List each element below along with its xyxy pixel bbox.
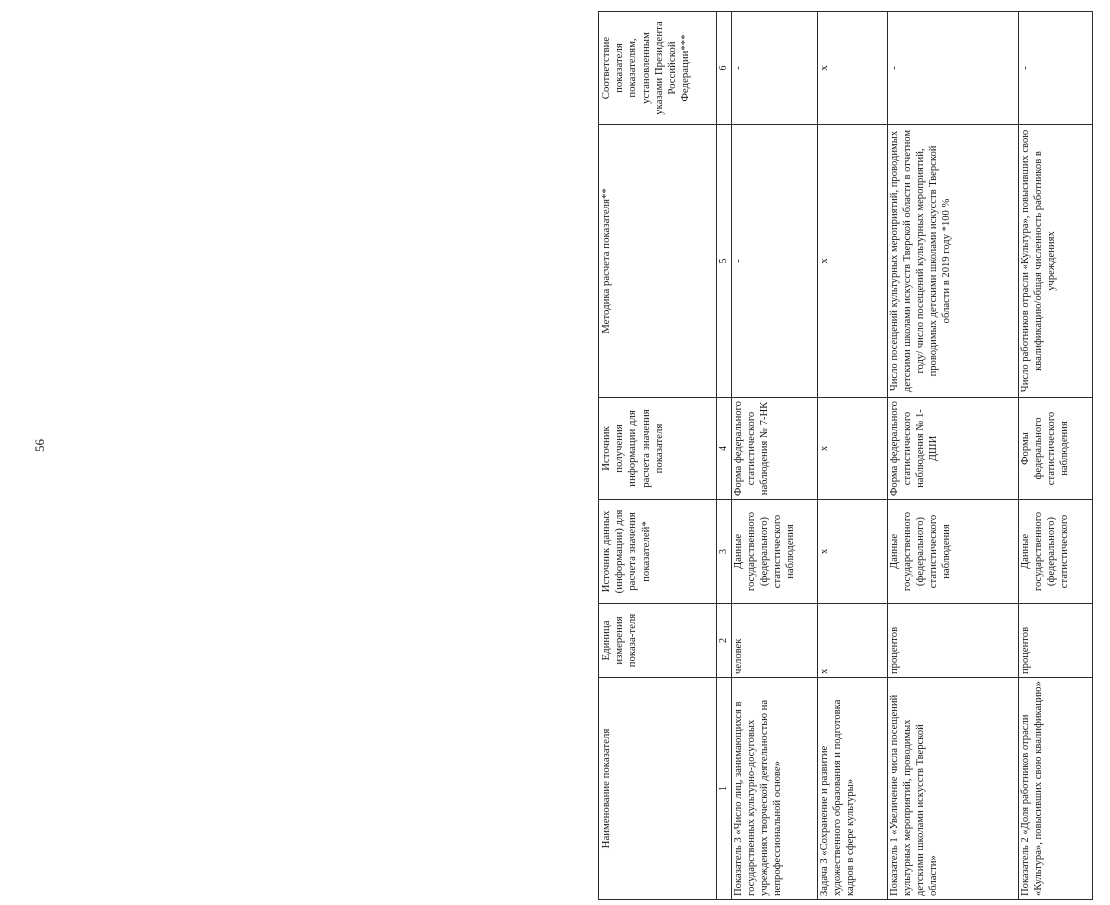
indicators-table: [598, 11, 1093, 900]
indicator-unit: процентов: [1019, 604, 1093, 678]
task-unit: x: [818, 604, 888, 678]
indicator-method: Число работников отрасли «Культура», повысивших свою квалификацию/общая численность работников в учреждениях: [1019, 125, 1093, 398]
column-number: 6: [717, 12, 732, 125]
table-header-row: [599, 12, 717, 900]
indicator-compliance: -: [732, 12, 818, 125]
indicator-name: Показатель 3 «Число лиц, занимающихся в государственных культурно-досуговых учреждениях творческой деятельностью на непрофессиональной основе»: [732, 678, 818, 900]
indicator-data-source: Данные государственного (федерального) статистического: [1019, 500, 1093, 604]
indicator-compliance: -: [888, 12, 1019, 125]
task-name: Задача 3 «Сохранение и развитие художественного образования и подготовка кадров в сфере культуры»: [818, 678, 888, 900]
rotated-page-content: [598, 0, 1110, 900]
indicator-name: Показатель 1 «Увеличение числа посещений культурных мероприятий, проводимых детскими школами искусств Тверской области»: [888, 678, 1019, 900]
header-name: Наименование показателя: [599, 678, 717, 900]
column-number: 3: [717, 500, 732, 604]
indicator-data-source: Данные государственного (федерального) статистического наблюдения: [732, 500, 818, 604]
header-unit: Единица измерения показа-теля: [599, 604, 717, 678]
column-number: 2: [717, 604, 732, 678]
table-row: [888, 12, 1019, 900]
column-number: 4: [717, 398, 732, 500]
column-number: 5: [717, 125, 732, 398]
task-method: x: [818, 125, 888, 398]
indicator-method: Число посещений культурных мероприятий, проводимых детскими школами искусств Тверской области в отчетном году/ число посещений культурных мероприятий, проводимых детскими школами искусств Тверской области в 2019 году *100 %: [888, 125, 1019, 398]
indicator-info-source: Формы федерального статистического наблюдения: [1019, 398, 1093, 500]
task-info-source: x: [818, 398, 888, 500]
indicator-name: Показатель 2 «Доля работников отрасли «Культура», повысивших свою квалификацию»: [1019, 678, 1093, 900]
column-number: 1: [717, 678, 732, 900]
table-row: [1019, 12, 1093, 900]
page-number: 56: [32, 439, 47, 452]
task-data-source: x: [818, 500, 888, 604]
header-info-source: Источник получения информации для расчета значения показателя: [599, 398, 717, 500]
indicator-compliance: -: [1019, 12, 1093, 125]
indicator-data-source: Данные государственного (федерального) статистического наблюдения: [888, 500, 1019, 604]
indicator-unit: человек: [732, 604, 818, 678]
table-row: [732, 12, 818, 900]
table-row: [818, 12, 888, 900]
task-compliance: x: [818, 12, 888, 125]
indicator-method: -: [732, 125, 818, 398]
header-compliance: Соответствие показателя показателям, установленным указами Президента Российской Федерации***: [599, 12, 717, 125]
indicator-unit: процентов: [888, 604, 1019, 678]
header-method: Методика расчета показателя**: [599, 125, 717, 398]
column-number-row: [717, 12, 732, 900]
indicator-info-source: Форма федерального статистического наблюдения № 7-НК: [732, 398, 818, 500]
header-data-source: Источник данных (информации) для расчета значения показателей*: [599, 500, 717, 604]
indicator-info-source: Форма федерального статистического наблюдения № 1-ДШИ: [888, 398, 1019, 500]
